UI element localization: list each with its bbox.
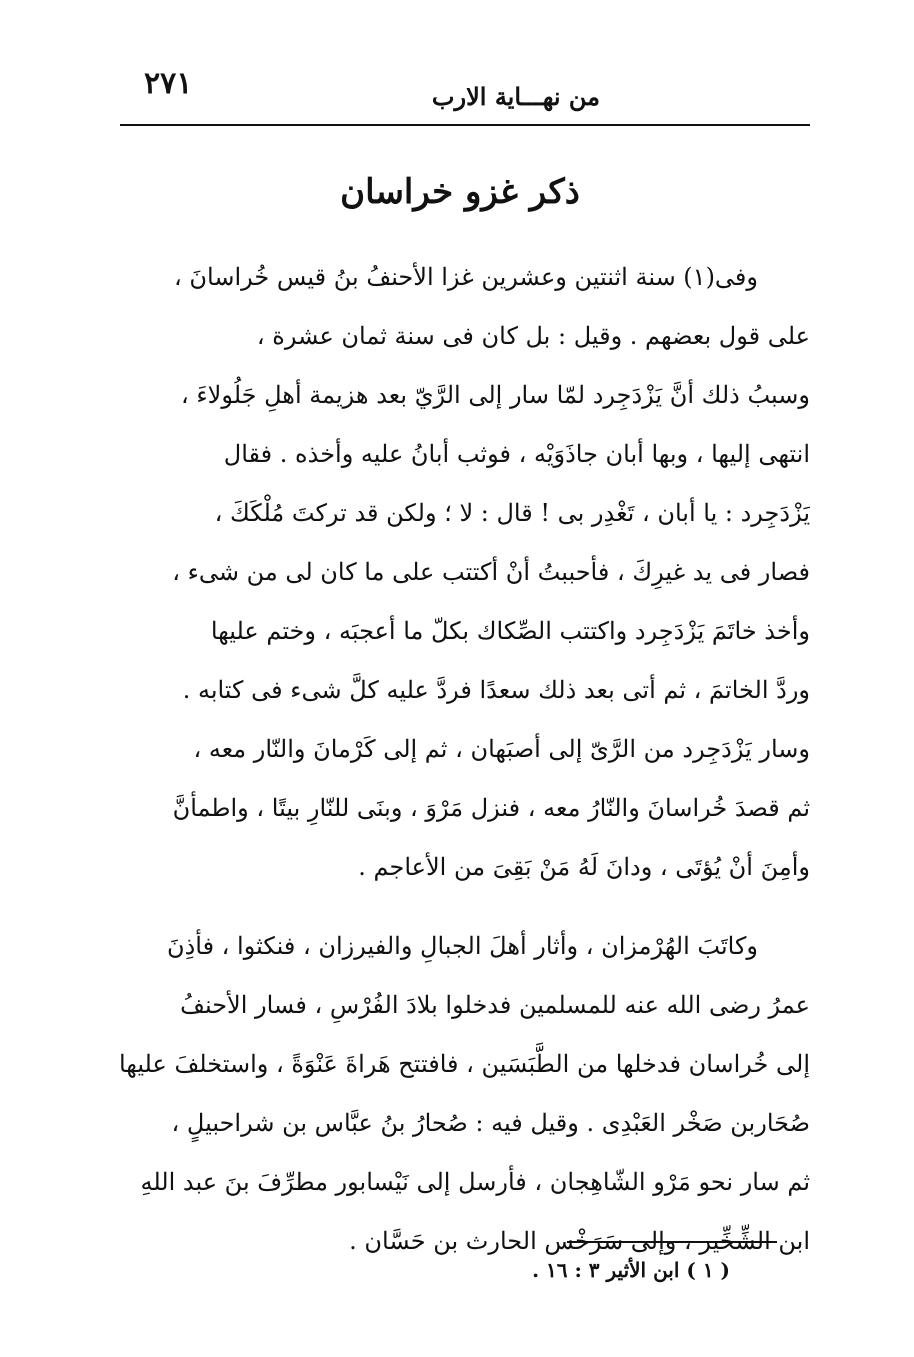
text-line: صُحَاربن صَخْر العَبْدِى . وقيل فيه : صُحارُ بنُ عبَّاس بن شراحبيلٍ ، [171,1109,810,1137]
footnote-rule [567,1241,777,1243]
text-line: على قول بعضهم . وقيل : بل كان فى سنة ثمان عشرة ، [256,322,810,350]
page-header [120,58,810,130]
text-line: ثم قصدَ خُراسانَ والنّارُ معه ، فنزل مَرْوَ ، وبنَى للنّارِ بيتًا ، واطمأنَّ [172,794,810,822]
body-text [100,248,810,1271]
text-line: وسار يَزْدَجِرد من الرَّىّ إلى أصبَهان ، ثم إلى كَرْمانَ والنّار معه ، [193,735,810,763]
footnote: ( ١ ) ابن الأثير ٣ : ١٦ . [532,1258,730,1282]
text-line: وأمِنَ أنْ يُؤتَى ، ودانَ لَهُ مَنْ بَقِىَ من الأعاجم . [358,853,810,881]
header-rule [120,124,810,126]
text-line: وردَّ الخاتمَ ، ثم أتى بعد ذلك سعدًا فردَّ عليه كلَّ شىء فى كتابه . [182,676,810,704]
text-line: وكاتَبَ الهُرْمزان ، وأثار أهلَ الجبالِ والفيرزان ، فنكثوا ، فأذِنَ [166,932,758,960]
text-line: وأخذ خاتَمَ يَزْدَجِرد واكتتب الصِّكاك بكلّ ما أعجبَه ، وختم عليها [210,617,810,645]
page-number: ٢٧١ [144,66,193,101]
text-line: ابن الشِّخِّير ، وإلى سَرَخْس الحارث بن حَسَّان . [349,1227,810,1255]
text-line: ثم سار نحو مَرْو الشّاهِجان ، فأرسل إلى نَيْسابور مطرِّفَ بنَ عبد اللهِ [140,1168,810,1196]
text-line: وسببُ ذلك أنَّ يَزْدَجِرد لمّا سار إلى الرَّيّ بعد هزيمة أهلِ جَلُولاءَ ، [180,381,810,409]
text-line: فصار فى يد غيرِكَ ، فأحببتُ أنْ أكتتب على ما كان لى من شىء ، [172,558,810,586]
text-line: يَزْدَجِرد : يا أبان ، تَغْدِر بى ! قال : لا ؛ ولكن قد تركتَ مُلْكَكَ ، [214,499,810,527]
paragraph-1 [100,248,810,897]
running-title: من نهـــاية الارب [431,82,600,111]
text-line: عمرُ رضى الله عنه للمسلمين فدخلوا بلادَ الفُرْسِ ، فسار الأحنفُ [180,991,810,1019]
text-line: إلى خُراسان فدخلها من الطَّبَسَين ، فافتتح هَراةَ عَنْوَةً ، واستخلفَ عليها [118,1050,810,1078]
text-line: وفى(١) سنة اثنتين وعشرين غزا الأحنفُ بنُ قيس خُراسانَ ، [174,263,758,291]
paragraph-2 [100,917,810,1271]
paragraph-gap [100,897,810,917]
section-title: ذكر غزو خراسان [340,172,580,212]
text-line: انتهى إليها ، وبها أبان جاذَوَيْه ، فوثب أبانُ عليه وأخذه . فقال [223,440,810,468]
